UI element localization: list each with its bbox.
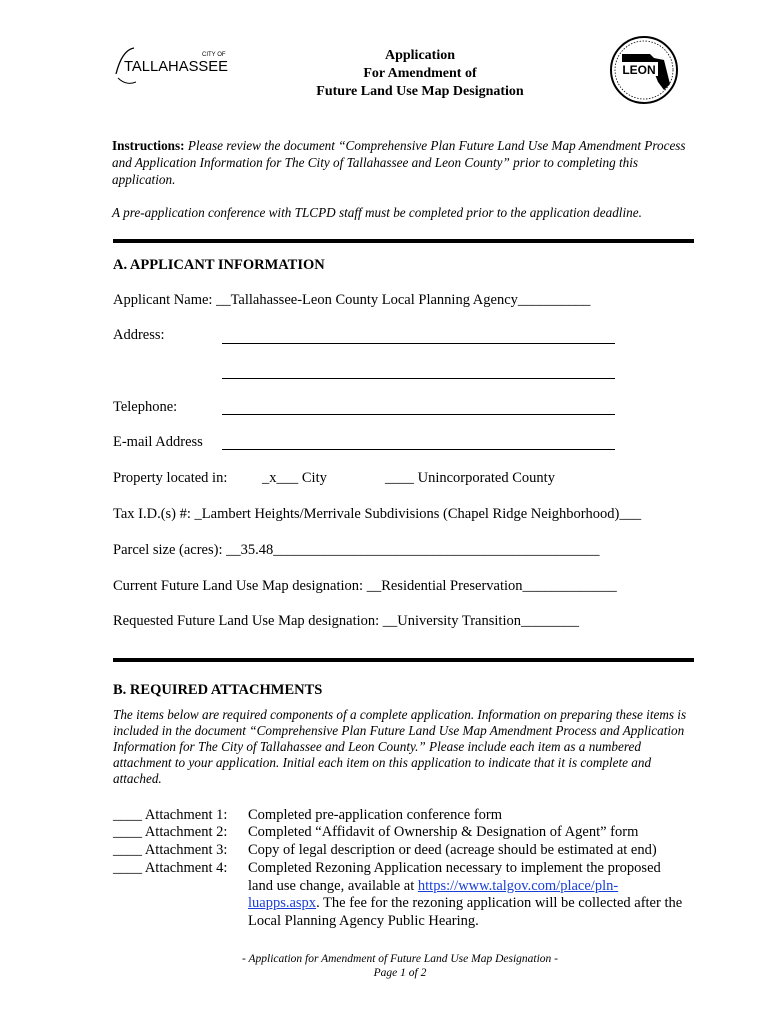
attachment-4-text-after: . The fee for the rezoning application will be collected after the Local Planning Agency Public Hearing. — [248, 895, 683, 929]
section-b-heading: B. REQUIRED ATTACHMENTS — [113, 682, 323, 698]
instructions-block — [112, 137, 692, 188]
telephone-label: Telephone: — [113, 399, 178, 415]
address-label: Address: — [113, 327, 165, 343]
logo-leon-text: LEON — [622, 63, 656, 77]
title-line-2: For Amendment of — [363, 66, 477, 81]
leon-county-logo — [608, 34, 680, 106]
address-line-1[interactable] — [222, 343, 615, 344]
current-flum-field[interactable]: Current Future Land Use Map designation: __Residential Preservation_____________ — [113, 578, 617, 594]
attachment-1-text: Completed pre-application conference form — [248, 807, 503, 823]
tax-id-field[interactable]: Tax I.D.(s) #: _Lambert Heights/Merrivale Subdivisions (Chapel Ridge Neighborhood)___ — [113, 506, 642, 522]
property-county-option[interactable]: ____ Unincorporated County — [385, 470, 555, 486]
attachment-4-label[interactable]: ____ Attachment 4: — [113, 860, 228, 876]
requested-flum-field[interactable]: Requested Future Land Use Map designation: __University Transition________ — [113, 613, 579, 629]
email-line[interactable] — [222, 449, 615, 450]
attachment-3-label[interactable]: ____ Attachment 3: — [113, 842, 228, 858]
property-city-option[interactable]: _x___ City — [262, 470, 327, 486]
attachment-4-text — [248, 860, 688, 930]
rezoning-application-link[interactable]: https://www.talgov.com/place/pln-luapps.aspx — [248, 877, 619, 912]
parcel-size-field[interactable]: Parcel size (acres): __35.48_____________________________________________ — [113, 542, 600, 558]
attachment-2-text: Completed “Affidavit of Ownership & Designation of Agent” form — [248, 824, 639, 840]
email-label: E-mail Address — [113, 434, 203, 450]
attachments-intro: The items below are required components of a complete application. Information on preparing these items is included in the document “Comprehensive Plan Future Land Use Map Amendment Process and Application Information for The City of Tallahassee and Leon County.” Please include each item as a numbered attachment to your application. Initial each item on this application to indicate that it is complete and attached. — [113, 707, 687, 786]
instructions-note: A pre-application conference with TLCPD staff must be completed prior to the application deadline. — [112, 205, 642, 220]
attachment-3-text: Copy of legal description or deed (acreage should be estimated at end) — [248, 842, 657, 858]
section-divider — [113, 239, 694, 243]
attachment-1-label[interactable]: ____ Attachment 1: — [113, 807, 228, 823]
title-line-3: Future Land Use Map Designation — [316, 84, 524, 99]
page-number: Page 1 of 2 — [373, 967, 427, 979]
footer-title: - Application for Amendment of Future Land Use Map Designation - — [241, 953, 558, 965]
instructions-text: Please review the document “Comprehensive Plan Future Land Use Map Amendment Process and Application Information for The City of Tallahassee and Leon County” prior to completing this application. — [112, 138, 686, 187]
property-location-label: Property located in: — [113, 470, 228, 486]
tallahassee-logo — [112, 44, 230, 92]
applicant-name-field[interactable]: Applicant Name: __Tallahassee-Leon County Local Planning Agency__________ — [113, 292, 591, 308]
address-line-2[interactable] — [222, 378, 615, 379]
telephone-line[interactable] — [222, 414, 615, 415]
title-line-1: Application — [384, 48, 455, 63]
section-a-heading: A. APPLICANT INFORMATION — [113, 257, 325, 273]
section-divider — [113, 658, 694, 662]
instructions-label: Instructions: — [112, 138, 185, 153]
attachment-2-label[interactable]: ____ Attachment 2: — [113, 824, 228, 840]
logo-city-of-text: CITY OF — [202, 52, 226, 58]
attachment-4-text-before: Completed Rezoning Application necessary to implement the proposed land use change, available at — [248, 860, 661, 894]
logo-tallahassee-text: TALLAHASSEE — [124, 58, 228, 75]
